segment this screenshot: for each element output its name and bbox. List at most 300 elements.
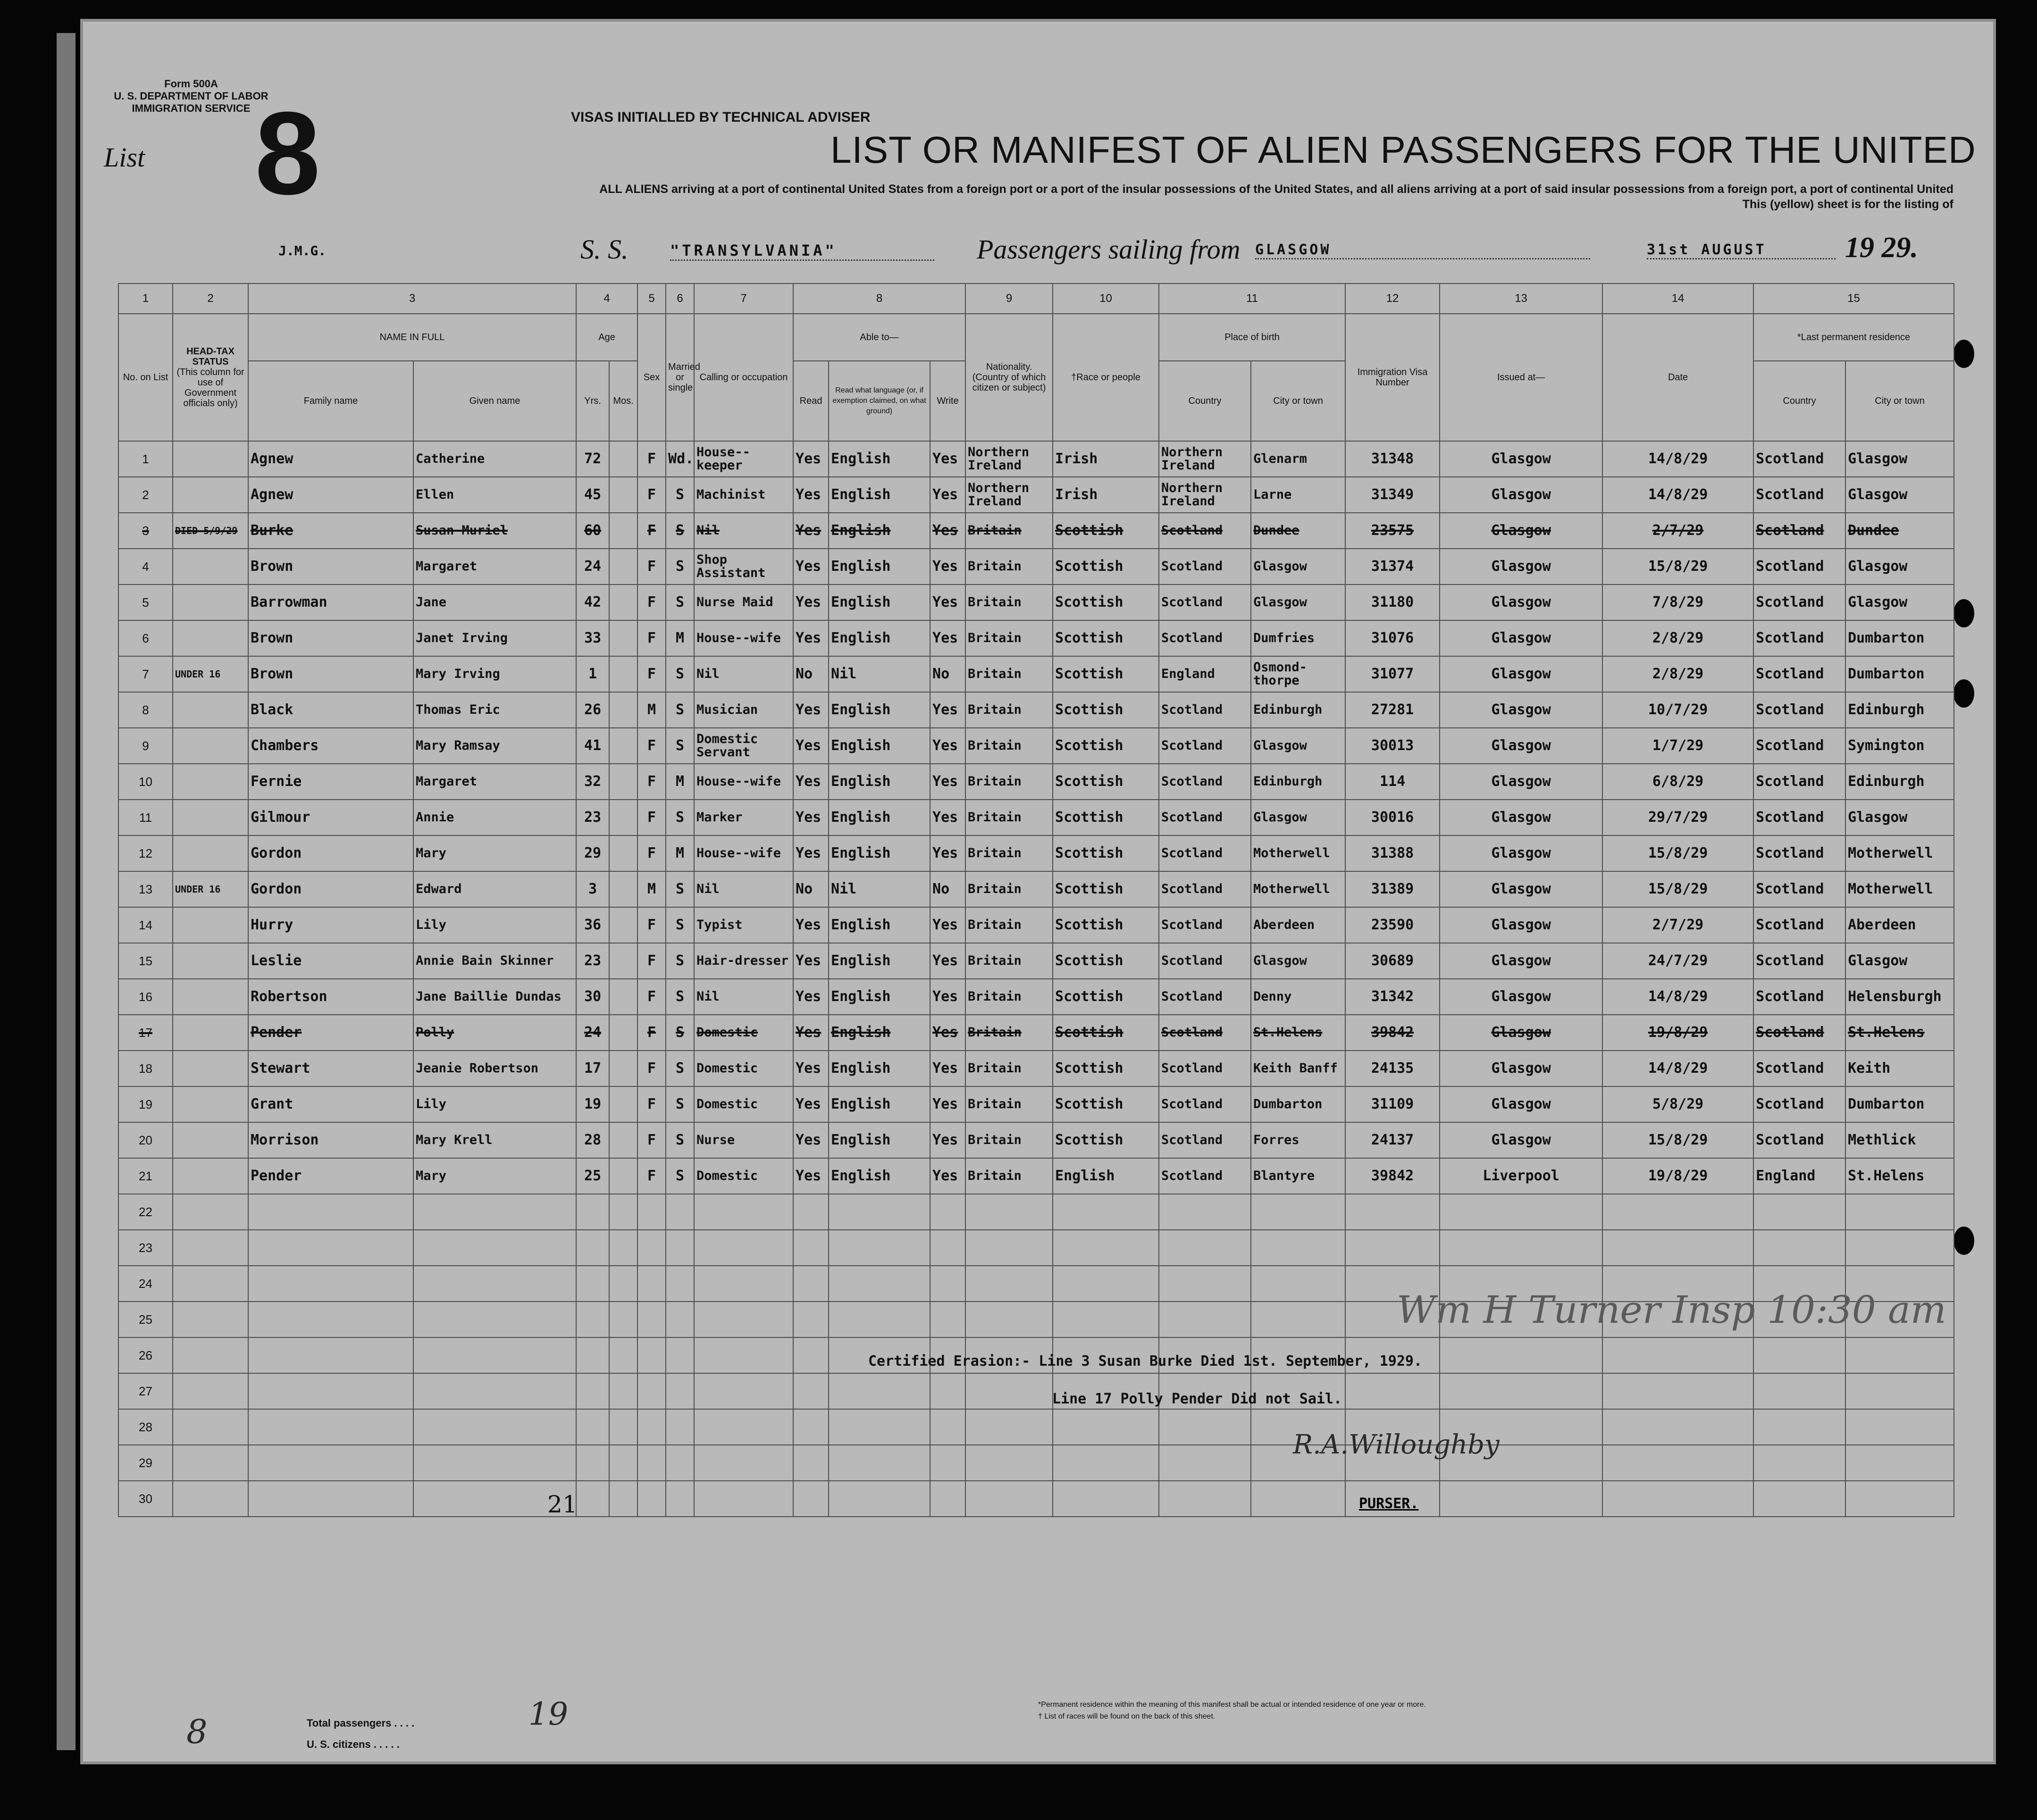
- col-name-in-full: NAME IN FULL: [248, 314, 576, 361]
- can-write: Yes: [930, 584, 965, 620]
- col-visa-number: Immigration Visa Number: [1345, 314, 1440, 441]
- marital-status: Wd.: [666, 441, 694, 477]
- age-years: 25: [576, 1158, 609, 1194]
- nationality: Britain: [965, 513, 1053, 549]
- nationality: Britain: [965, 907, 1053, 943]
- birth-country: Scotland: [1159, 692, 1251, 728]
- occupation: Nil: [694, 979, 793, 1015]
- occupation: Musician: [694, 692, 793, 728]
- year-prefix: 19: [1845, 232, 1874, 264]
- issued-at: Glasgow: [1440, 692, 1602, 728]
- row-number: 26: [118, 1337, 173, 1373]
- empty-cell: [930, 1302, 965, 1337]
- read-language: English: [829, 728, 930, 764]
- can-write: No: [930, 656, 965, 692]
- visa-number: 24137: [1345, 1122, 1440, 1158]
- read-language: English: [829, 979, 930, 1015]
- nationality: Britain: [965, 656, 1053, 692]
- visa-date: 29/7/29: [1602, 800, 1753, 835]
- birth-city: Glasgow: [1251, 800, 1345, 835]
- can-write: Yes: [930, 800, 965, 835]
- manifest-title: LIST OR MANIFEST OF ALIEN PASSENGERS FOR THE UNITED: [830, 129, 1976, 171]
- empty-cell: [930, 1409, 965, 1445]
- marital-status: S: [666, 871, 694, 907]
- age-months: [609, 943, 637, 979]
- visa-date: 2/7/29: [1602, 513, 1753, 549]
- blank-row: [118, 1445, 1954, 1481]
- empty-cell: [1159, 1266, 1251, 1302]
- nationality: Britain: [965, 620, 1053, 656]
- head-tax-status: [173, 1086, 248, 1122]
- empty-cell: [637, 1445, 666, 1481]
- given-name: Jane: [413, 584, 576, 620]
- empty-cell: [666, 1302, 694, 1337]
- age-months: [609, 800, 637, 835]
- age-months: [609, 1086, 637, 1122]
- empty-cell: [965, 1409, 1053, 1445]
- issued-at: Glasgow: [1440, 800, 1602, 835]
- passenger-row: [118, 979, 1954, 1015]
- empty-cell: [609, 1302, 637, 1337]
- issued-at: Liverpool: [1440, 1158, 1602, 1194]
- empty-cell: [248, 1302, 413, 1337]
- age-years: 28: [576, 1122, 609, 1158]
- marital-status: S: [666, 979, 694, 1015]
- row-number: 28: [118, 1409, 173, 1445]
- age-months: [609, 441, 637, 477]
- empty-cell: [248, 1194, 413, 1230]
- family-name: Pender: [248, 1015, 413, 1051]
- read-language: Nil: [829, 871, 930, 907]
- visa-date: 6/8/29: [1602, 764, 1753, 800]
- issued-at: Glasgow: [1440, 907, 1602, 943]
- visa-date: 15/8/29: [1602, 549, 1753, 584]
- punch-hole: [1953, 599, 1974, 627]
- birth-country: Scotland: [1159, 871, 1251, 907]
- row-number: 6: [118, 620, 173, 656]
- visa-date: 10/7/29: [1602, 692, 1753, 728]
- empty-cell: [666, 1230, 694, 1266]
- can-read: Yes: [793, 835, 829, 871]
- column-number: 13: [1440, 284, 1602, 314]
- can-read: No: [793, 656, 829, 692]
- side-mark: 8: [186, 1712, 208, 1751]
- visa-date: 1/7/29: [1602, 728, 1753, 764]
- empty-cell: [694, 1194, 793, 1230]
- occupation: Nil: [694, 513, 793, 549]
- us-citizens-label: U. S. citizens . . . . .: [307, 1738, 400, 1750]
- col-nationality: Nationality. (Country of which citizen or subject): [965, 314, 1053, 441]
- birth-city: Motherwell: [1251, 871, 1345, 907]
- head-tax-status: UNDER 16: [173, 871, 248, 907]
- empty-cell: [1159, 1194, 1251, 1230]
- empty-cell: [1440, 1230, 1602, 1266]
- empty-cell: [609, 1266, 637, 1302]
- passenger-row: [118, 477, 1954, 513]
- empty-cell: [694, 1230, 793, 1266]
- race: Scottish: [1053, 764, 1159, 800]
- marital-status: S: [666, 656, 694, 692]
- row-number: 5: [118, 584, 173, 620]
- family-name: Burke: [248, 513, 413, 549]
- race: Irish: [1053, 441, 1159, 477]
- empty-cell: [666, 1445, 694, 1481]
- form-number: Form 500A: [164, 78, 218, 90]
- empty-cell: [793, 1445, 829, 1481]
- sex: F: [637, 979, 666, 1015]
- can-write: Yes: [930, 620, 965, 656]
- can-read: Yes: [793, 800, 829, 835]
- empty-cell: [609, 1445, 637, 1481]
- passenger-row: [118, 800, 1954, 835]
- empty-cell: [1251, 1230, 1345, 1266]
- nationality: Britain: [965, 943, 1053, 979]
- visa-number: 31388: [1345, 835, 1440, 871]
- empty-cell: [1345, 1230, 1440, 1266]
- residence-city: Glasgow: [1845, 549, 1954, 584]
- row-number: 4: [118, 549, 173, 584]
- head-tax-status: [173, 620, 248, 656]
- issued-at: Glasgow: [1440, 1051, 1602, 1086]
- empty-cell: [1845, 1373, 1954, 1409]
- residence-city: Edinburgh: [1845, 764, 1954, 800]
- sex: F: [637, 907, 666, 943]
- read-language: English: [829, 1158, 930, 1194]
- empty-cell: [965, 1230, 1053, 1266]
- birth-city: Glasgow: [1251, 584, 1345, 620]
- empty-cell: [793, 1194, 829, 1230]
- issued-at: Glasgow: [1440, 1086, 1602, 1122]
- given-name: Edward: [413, 871, 576, 907]
- blank-row: [118, 1194, 1954, 1230]
- col-no-on-list: No. on List: [118, 314, 173, 441]
- issued-at: Glasgow: [1440, 477, 1602, 513]
- read-language: English: [829, 835, 930, 871]
- sailing-date: 31st AUGUST: [1647, 242, 1836, 259]
- read-language: English: [829, 800, 930, 835]
- can-read: Yes: [793, 907, 829, 943]
- family-name: Stewart: [248, 1051, 413, 1086]
- age-years: 32: [576, 764, 609, 800]
- head-tax-status: [173, 549, 248, 584]
- head-tax-status: [173, 1158, 248, 1194]
- family-name: Robertson: [248, 979, 413, 1015]
- list-number: 8: [255, 87, 321, 219]
- race: Scottish: [1053, 979, 1159, 1015]
- birth-city: Dumbarton: [1251, 1086, 1345, 1122]
- can-write: Yes: [930, 728, 965, 764]
- nationality: Northern Ireland: [965, 477, 1053, 513]
- punch-hole: [1953, 340, 1974, 368]
- empty-cell: [248, 1337, 413, 1373]
- empty-cell: [1159, 1445, 1251, 1481]
- purser-signature: R.A.Willoughby: [1293, 1429, 1500, 1460]
- sex: F: [637, 800, 666, 835]
- visa-number: 30689: [1345, 943, 1440, 979]
- issued-at: Glasgow: [1440, 549, 1602, 584]
- residence-city: Glasgow: [1845, 943, 1954, 979]
- empty-cell: [829, 1373, 930, 1409]
- passenger-row: [118, 692, 1954, 728]
- can-read: Yes: [793, 728, 829, 764]
- can-write: Yes: [930, 441, 965, 477]
- birth-city: St.Helens: [1251, 1015, 1345, 1051]
- visa-date: 24/7/29: [1602, 943, 1753, 979]
- occupation: Nil: [694, 871, 793, 907]
- empty-cell: [1053, 1481, 1159, 1517]
- age-months: [609, 871, 637, 907]
- clerk-initials: J.M.G.: [278, 243, 327, 259]
- residence-country: Scotland: [1753, 620, 1845, 656]
- can-write: Yes: [930, 549, 965, 584]
- col-res-country: Country: [1753, 361, 1845, 441]
- passenger-row: [118, 835, 1954, 871]
- col-birth-country: Country: [1159, 361, 1251, 441]
- race: Scottish: [1053, 549, 1159, 584]
- sex: F: [637, 441, 666, 477]
- empty-cell: [1753, 1230, 1845, 1266]
- empty-cell: [609, 1373, 637, 1409]
- col-res-city: City or town: [1845, 361, 1954, 441]
- passenger-row: [118, 764, 1954, 800]
- can-write: Yes: [930, 979, 965, 1015]
- sailing-label: Passengers sailing from: [977, 234, 1241, 265]
- visa-number: 31389: [1345, 871, 1440, 907]
- family-name: Fernie: [248, 764, 413, 800]
- visa-number: 114: [1345, 764, 1440, 800]
- sailing-year: [1845, 231, 1918, 265]
- issued-at: Glasgow: [1440, 1122, 1602, 1158]
- residence-country: Scotland: [1753, 1051, 1845, 1086]
- family-name: Brown: [248, 620, 413, 656]
- age-years: 41: [576, 728, 609, 764]
- marital-status: S: [666, 1051, 694, 1086]
- given-name: Lily: [413, 1086, 576, 1122]
- column-number: 1: [118, 284, 173, 314]
- empty-cell: [829, 1302, 930, 1337]
- birth-country: England: [1159, 656, 1251, 692]
- visa-number: 31076: [1345, 620, 1440, 656]
- passenger-row: [118, 871, 1954, 907]
- empty-cell: [1159, 1481, 1251, 1517]
- given-name: Mary Irving: [413, 656, 576, 692]
- marital-status: S: [666, 584, 694, 620]
- marital-status: S: [666, 1158, 694, 1194]
- residence-city: Edinburgh: [1845, 692, 1954, 728]
- race: Irish: [1053, 477, 1159, 513]
- row-number: 18: [118, 1051, 173, 1086]
- birth-country: Scotland: [1159, 1086, 1251, 1122]
- sex: F: [637, 1086, 666, 1122]
- age-years: 24: [576, 1015, 609, 1051]
- empty-cell: [173, 1481, 248, 1517]
- empty-cell: [637, 1302, 666, 1337]
- subtitle-line-2: This (yellow) sheet is for the listing of: [1742, 198, 1953, 211]
- sex: F: [637, 620, 666, 656]
- birth-city: Blantyre: [1251, 1158, 1345, 1194]
- can-write: Yes: [930, 1158, 965, 1194]
- visa-date: 14/8/29: [1602, 1051, 1753, 1086]
- age-months: [609, 764, 637, 800]
- can-read: Yes: [793, 620, 829, 656]
- read-language: English: [829, 441, 930, 477]
- issued-at: Glasgow: [1440, 620, 1602, 656]
- empty-cell: [413, 1194, 576, 1230]
- purser-title: PURSER.: [1359, 1495, 1419, 1512]
- age-years: 72: [576, 441, 609, 477]
- empty-cell: [173, 1230, 248, 1266]
- empty-cell: [1440, 1481, 1602, 1517]
- given-name: Thomas Eric: [413, 692, 576, 728]
- marital-status: S: [666, 513, 694, 549]
- age-years: 45: [576, 477, 609, 513]
- empty-cell: [965, 1373, 1053, 1409]
- sex: F: [637, 835, 666, 871]
- given-name: Mary Krell: [413, 1122, 576, 1158]
- birth-city: Edinburgh: [1251, 764, 1345, 800]
- empty-cell: [930, 1373, 965, 1409]
- occupation: Domestic: [694, 1051, 793, 1086]
- empty-cell: [694, 1302, 793, 1337]
- age-months: [609, 835, 637, 871]
- empty-cell: [1753, 1409, 1845, 1445]
- empty-cell: [576, 1337, 609, 1373]
- residence-city: St.Helens: [1845, 1015, 1954, 1051]
- row-number: 12: [118, 835, 173, 871]
- age-months: [609, 620, 637, 656]
- nationality: Britain: [965, 728, 1053, 764]
- marital-status: S: [666, 549, 694, 584]
- family-name: Chambers: [248, 728, 413, 764]
- ship-name: "TRANSYLVANIA": [670, 242, 934, 261]
- birth-country: Scotland: [1159, 549, 1251, 584]
- empty-cell: [965, 1266, 1053, 1302]
- birth-city: Larne: [1251, 477, 1345, 513]
- passenger-row: [118, 620, 1954, 656]
- empty-cell: [1602, 1337, 1753, 1373]
- total-passengers-label: Total passengers . . . .: [307, 1717, 415, 1729]
- column-number: 8: [793, 284, 965, 314]
- visa-number: 24135: [1345, 1051, 1440, 1086]
- birth-country: Scotland: [1159, 620, 1251, 656]
- col-family-name: Family name: [248, 361, 413, 441]
- visa-date: 5/8/29: [1602, 1086, 1753, 1122]
- empty-cell: [793, 1230, 829, 1266]
- empty-cell: [1159, 1230, 1251, 1266]
- empty-cell: [1753, 1337, 1845, 1373]
- col-write: Write: [930, 361, 965, 441]
- occupation: House--wife: [694, 835, 793, 871]
- year-suffix: 29.: [1881, 232, 1918, 264]
- nationality: Britain: [965, 800, 1053, 835]
- residence-country: England: [1753, 1158, 1845, 1194]
- sheet-edge: [57, 33, 75, 1750]
- read-language: English: [829, 549, 930, 584]
- nationality: Northern Ireland: [965, 441, 1053, 477]
- issued-at: Glasgow: [1440, 728, 1602, 764]
- empty-cell: [694, 1266, 793, 1302]
- visa-date: 15/8/29: [1602, 871, 1753, 907]
- row-number: 20: [118, 1122, 173, 1158]
- punch-hole: [1953, 679, 1974, 708]
- head-tax-status: [173, 441, 248, 477]
- age-years: 60: [576, 513, 609, 549]
- marital-status: S: [666, 1122, 694, 1158]
- row-number: 7: [118, 656, 173, 692]
- row-number: 21: [118, 1158, 173, 1194]
- occupation: Typist: [694, 907, 793, 943]
- empty-cell: [930, 1266, 965, 1302]
- col-place-of-birth: Place of birth: [1159, 314, 1345, 361]
- row-number: 27: [118, 1373, 173, 1409]
- age-months: [609, 907, 637, 943]
- empty-cell: [1602, 1194, 1753, 1230]
- age-years: 36: [576, 907, 609, 943]
- age-months: [609, 1158, 637, 1194]
- visa-date: 2/7/29: [1602, 907, 1753, 943]
- nationality: Britain: [965, 1158, 1053, 1194]
- read-language: English: [829, 584, 930, 620]
- empty-cell: [793, 1409, 829, 1445]
- empty-cell: [694, 1481, 793, 1517]
- birth-city: Glasgow: [1251, 549, 1345, 584]
- residence-city: Aberdeen: [1845, 907, 1954, 943]
- col-yrs: Yrs.: [576, 361, 609, 441]
- col-able-to: Able to—: [793, 314, 965, 361]
- nationality: Britain: [965, 584, 1053, 620]
- family-name: Grant: [248, 1086, 413, 1122]
- issued-at: Glasgow: [1440, 764, 1602, 800]
- can-write: Yes: [930, 907, 965, 943]
- can-write: No: [930, 871, 965, 907]
- empty-cell: [793, 1373, 829, 1409]
- occupation: Machinist: [694, 477, 793, 513]
- occupation: House--keeper: [694, 441, 793, 477]
- residence-country: Scotland: [1753, 656, 1845, 692]
- empty-cell: [1602, 1481, 1753, 1517]
- occupation: Shop Assistant: [694, 549, 793, 584]
- residence-city: Methlick: [1845, 1122, 1954, 1158]
- sex: F: [637, 656, 666, 692]
- did-not-sail-note: Line 17 Polly Pender Did not Sail.: [1052, 1391, 1342, 1407]
- visa-date: 14/8/29: [1602, 979, 1753, 1015]
- empty-cell: [637, 1481, 666, 1517]
- birth-city: Denny: [1251, 979, 1345, 1015]
- empty-cell: [248, 1409, 413, 1445]
- row-number: 16: [118, 979, 173, 1015]
- given-name: Jeanie Robertson: [413, 1051, 576, 1086]
- empty-cell: [1053, 1409, 1159, 1445]
- row-number: 24: [118, 1266, 173, 1302]
- blank-row: [118, 1230, 1954, 1266]
- column-number: 6: [666, 284, 694, 314]
- visa-number: 31342: [1345, 979, 1440, 1015]
- birth-city: Forres: [1251, 1122, 1345, 1158]
- residence-note: *Permanent residence within the meaning of this manifest shall be actual or intended residence of one year or more.: [1038, 1701, 1426, 1709]
- sex: F: [637, 584, 666, 620]
- empty-cell: [1440, 1194, 1602, 1230]
- can-read: Yes: [793, 1051, 829, 1086]
- empty-cell: [1845, 1230, 1954, 1266]
- column-number: 5: [637, 284, 666, 314]
- empty-cell: [1345, 1194, 1440, 1230]
- can-write: Yes: [930, 692, 965, 728]
- age-months: [609, 477, 637, 513]
- empty-cell: [576, 1373, 609, 1409]
- empty-cell: [248, 1481, 413, 1517]
- can-read: Yes: [793, 764, 829, 800]
- family-name: Gordon: [248, 835, 413, 871]
